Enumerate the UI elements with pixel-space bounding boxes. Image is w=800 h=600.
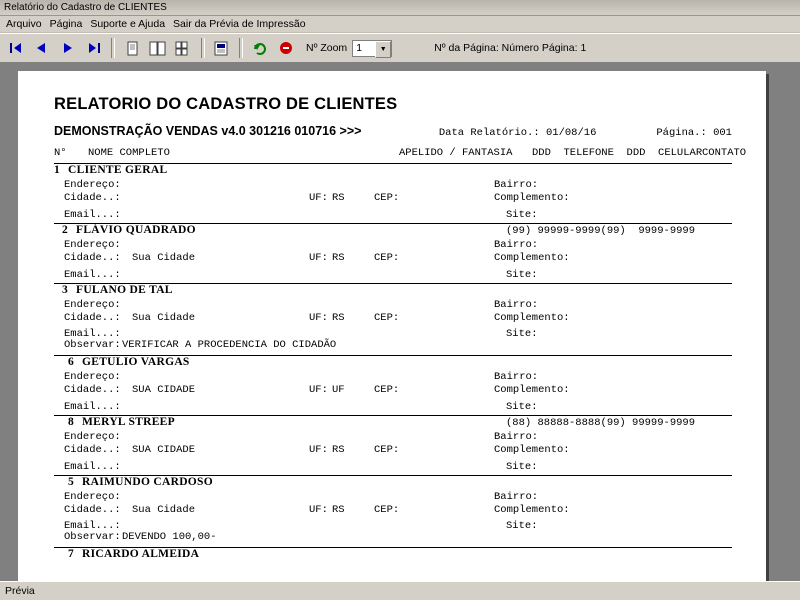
- report-page: [18, 71, 766, 581]
- label-uf: UF:: [309, 384, 328, 396]
- menu-sair-previa[interactable]: Sair da Prévia de Impressão: [173, 18, 306, 30]
- client-record: [54, 476, 732, 548]
- label-endereco: Endereço:: [64, 299, 121, 311]
- column-header-name: NOME COMPLETO: [88, 147, 170, 159]
- client-uf: RS: [332, 444, 345, 456]
- label-email: Email...:: [64, 401, 121, 413]
- page-icon: [124, 41, 140, 56]
- last-page-icon: [86, 41, 102, 55]
- client-observar: DEVENDO 100,00-: [122, 531, 217, 543]
- label-endereco: Endereço:: [64, 179, 121, 191]
- label-uf: UF:: [309, 444, 328, 456]
- label-observar: Observar:: [64, 531, 121, 543]
- client-city-row: [54, 444, 732, 457]
- zoom-value: 1: [356, 42, 363, 54]
- client-name: RICARDO ALMEIDA: [82, 548, 200, 560]
- refresh-icon: [252, 41, 268, 56]
- client-address-row: [54, 299, 732, 312]
- label-site: Site:: [506, 328, 538, 340]
- client-name-row: [54, 476, 732, 491]
- page-number-label: Nº da Página: Número Página: 1: [434, 42, 587, 54]
- label-email: Email...:: [64, 269, 121, 281]
- client-email-row: [54, 325, 732, 339]
- arrow-right-icon: [60, 41, 76, 55]
- label-uf: UF:: [309, 252, 328, 264]
- label-email: Email...:: [64, 461, 121, 473]
- client-address-row: [54, 371, 732, 384]
- column-headers: [54, 147, 747, 164]
- two-page-view-button[interactable]: [146, 36, 170, 60]
- client-record: [54, 284, 732, 356]
- client-number: 6: [68, 356, 74, 368]
- label-bairro: Bairro:: [494, 431, 539, 443]
- label-endereco: Endereço:: [64, 491, 121, 503]
- report-subtitle: DEMONSTRAÇÃO VENDAS v4.0 301216 010716 >>>: [54, 124, 362, 138]
- client-record: [54, 416, 732, 476]
- window-title: Relatório do Cadastro de CLIENTES: [4, 2, 167, 13]
- client-address-row: [54, 179, 732, 192]
- client-email-row: [54, 457, 732, 473]
- last-page-button[interactable]: [82, 36, 106, 60]
- client-email-row: [54, 397, 732, 413]
- client-phones: (88) 88888-8888(99) 99999-9999: [506, 417, 696, 429]
- label-uf: UF:: [309, 312, 328, 324]
- label-observar: Observar:: [64, 339, 121, 351]
- label-site: Site:: [506, 209, 538, 221]
- chevron-down-icon[interactable]: ▼: [375, 41, 391, 58]
- label-cidade: Cidade..:: [64, 252, 121, 264]
- report-title: RELATORIO DO CADASTRO DE CLIENTES: [54, 95, 398, 113]
- multi-pages-icon: [175, 41, 193, 56]
- client-name-row: [54, 284, 732, 299]
- title-bar: [0, 0, 800, 16]
- client-number: 1: [54, 164, 60, 176]
- menu-arquivo[interactable]: Arquivo: [6, 18, 42, 30]
- label-cep: CEP:: [374, 504, 400, 516]
- label-cep: CEP:: [374, 252, 400, 264]
- label-site: Site:: [506, 401, 538, 413]
- first-page-button[interactable]: [4, 36, 28, 60]
- client-address-row: [54, 239, 732, 252]
- label-bairro: Bairro:: [494, 179, 539, 191]
- client-number: 2: [62, 224, 68, 236]
- menu-suporte-ajuda[interactable]: Suporte e Ajuda: [90, 18, 166, 30]
- label-email: Email...:: [64, 209, 121, 221]
- status-text: Prévia: [5, 585, 35, 597]
- client-record: [54, 548, 732, 565]
- column-header-nickname: APELIDO / FANTASIA: [399, 147, 513, 159]
- client-address-row: [54, 431, 732, 444]
- multi-page-view-button[interactable]: [172, 36, 196, 60]
- first-page-icon: [8, 41, 24, 55]
- client-name-row: [54, 548, 732, 563]
- client-uf: RS: [332, 252, 345, 264]
- column-header-contact: CONTATO: [702, 147, 747, 159]
- label-endereco: Endereço:: [64, 239, 121, 251]
- client-cidade: Sua Cidade: [132, 312, 196, 324]
- label-complemento: Complemento:: [494, 252, 570, 264]
- label-bairro: Bairro:: [494, 299, 539, 311]
- client-name-row: [54, 164, 732, 179]
- client-observation-row: [54, 531, 732, 545]
- zoom-select[interactable]: [352, 40, 392, 57]
- zoom-label: Nº Zoom: [306, 42, 348, 54]
- zoom-page-button[interactable]: [210, 36, 234, 60]
- preview-area[interactable]: [0, 63, 800, 581]
- client-record: [54, 356, 732, 416]
- label-cidade: Cidade..:: [64, 384, 121, 396]
- label-cidade: Cidade..:: [64, 192, 121, 204]
- client-address-row: [54, 491, 732, 504]
- client-city-row: [54, 192, 732, 205]
- client-name: FULANO DE TAL: [76, 284, 173, 296]
- client-number: 8: [68, 416, 74, 428]
- label-uf: UF:: [309, 192, 328, 204]
- client-uf: RS: [332, 312, 345, 324]
- label-cidade: Cidade..:: [64, 504, 121, 516]
- client-cidade: SUA CIDADE: [132, 444, 196, 456]
- column-header-phones: DDD TELEFONE DDD CELULAR: [532, 147, 703, 159]
- client-observar: VERIFICAR A PROCEDENCIA DO CIDADÃO: [122, 339, 337, 351]
- label-site: Site:: [506, 461, 538, 473]
- label-endereco: Endereço:: [64, 431, 121, 443]
- client-email-row: [54, 205, 732, 221]
- client-uf: RS: [332, 192, 345, 204]
- toolbar-separator-3: [239, 38, 243, 58]
- client-name: GETULIO VARGAS: [82, 356, 190, 368]
- client-city-row: [54, 384, 732, 397]
- zoom-page-icon: [213, 41, 231, 56]
- client-name: RAIMUNDO CARDOSO: [82, 476, 213, 488]
- column-header-num: N°: [54, 147, 67, 159]
- client-cidade: Sua Cidade: [132, 252, 196, 264]
- toolbar-separator-2: [201, 38, 205, 58]
- stop-button[interactable]: [274, 36, 298, 60]
- client-record: [54, 164, 732, 224]
- client-email-row: [54, 265, 732, 281]
- label-site: Site:: [506, 520, 538, 532]
- client-name-row: [54, 224, 732, 239]
- label-cidade: Cidade..:: [64, 312, 121, 324]
- label-cep: CEP:: [374, 384, 400, 396]
- two-pages-icon: [149, 41, 167, 56]
- toolbar-separator-1: [111, 38, 115, 58]
- label-bairro: Bairro:: [494, 491, 539, 503]
- report-meta: [361, 127, 742, 139]
- client-observation-row: [54, 339, 732, 353]
- previous-page-button[interactable]: [30, 36, 54, 60]
- client-email-row: [54, 517, 732, 531]
- client-uf: UF: [332, 384, 345, 396]
- label-email: Email...:: [64, 520, 121, 532]
- client-name: FLÁVIO QUADRADO: [76, 224, 196, 236]
- label-complemento: Complemento:: [494, 444, 570, 456]
- label-cep: CEP:: [374, 192, 400, 204]
- client-number: 7: [68, 548, 74, 560]
- client-name: MERYL STREEP: [82, 416, 175, 428]
- label-complemento: Complemento:: [494, 384, 570, 396]
- client-cidade: Sua Cidade: [132, 504, 196, 516]
- client-number: 5: [68, 476, 74, 488]
- label-cidade: Cidade..:: [64, 444, 121, 456]
- client-name-row: [54, 416, 732, 431]
- label-cep: CEP:: [374, 444, 400, 456]
- toolbar: [0, 33, 800, 63]
- stop-icon: [278, 41, 294, 56]
- client-city-row: [54, 312, 732, 325]
- label-endereco: Endereço:: [64, 371, 121, 383]
- client-record: [54, 224, 732, 284]
- status-bar: [0, 581, 800, 600]
- label-bairro: Bairro:: [494, 371, 539, 383]
- single-page-view-button[interactable]: [120, 36, 144, 60]
- label-complemento: Complemento:: [494, 312, 570, 324]
- client-city-row: [54, 504, 732, 517]
- client-cidade: SUA CIDADE: [132, 384, 196, 396]
- client-name: CLIENTE GERAL: [68, 164, 168, 176]
- menu-bar: [0, 16, 800, 33]
- arrow-left-icon: [34, 41, 50, 55]
- menu-pagina[interactable]: Página: [49, 18, 83, 30]
- client-number: 3: [62, 284, 68, 296]
- label-complemento: Complemento:: [494, 504, 570, 516]
- report-date: Data Relatório.: 01/08/16: [438, 127, 597, 139]
- client-phones: (99) 99999-9999(99) 9999-9999: [506, 225, 696, 237]
- refresh-button[interactable]: [248, 36, 272, 60]
- label-complemento: Complemento:: [494, 192, 570, 204]
- label-uf: UF:: [309, 504, 328, 516]
- client-name-row: [54, 356, 732, 371]
- label-email: Email...:: [64, 328, 121, 340]
- next-page-button[interactable]: [56, 36, 80, 60]
- client-city-row: [54, 252, 732, 265]
- label-cep: CEP:: [374, 312, 400, 324]
- report-page-number: Página.: 001: [656, 127, 732, 139]
- report-subtitle-row: [54, 124, 742, 139]
- label-bairro: Bairro:: [494, 239, 539, 251]
- label-site: Site:: [506, 269, 538, 281]
- client-uf: RS: [332, 504, 345, 516]
